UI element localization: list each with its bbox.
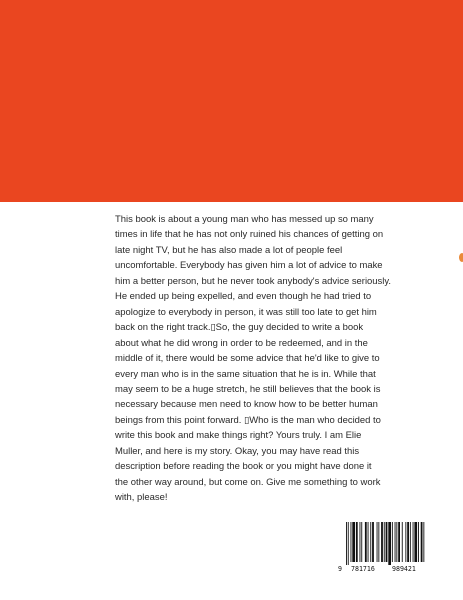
- barcode-bar: [405, 522, 406, 562]
- barcode-bar: [414, 522, 417, 562]
- barcode-bar: [372, 522, 374, 562]
- description-line: may seem to be a huge stretch, he still believes that the book is: [115, 383, 381, 395]
- barcode-bar: [378, 522, 379, 562]
- cover-color-band: [0, 0, 463, 202]
- description-line: late night TV, but he has also made a lot of people feel: [115, 244, 343, 256]
- description-line: back on the right track.▯So, the guy decided to write a book: [115, 322, 364, 334]
- description-line: the other way around, but come on. Give me something to work: [115, 476, 381, 488]
- description-line: every man who is in the same situation that he is in. While that: [115, 368, 376, 380]
- barcode-bar: [377, 522, 378, 562]
- barcode-bar: [370, 522, 371, 562]
- isbn-left-group: 781716: [351, 565, 375, 573]
- barcode-bar: [351, 522, 352, 562]
- isbn-barcode: [336, 519, 429, 588]
- edge-mark: [459, 253, 463, 262]
- barcode-bar: [368, 522, 369, 562]
- barcode-bar: [423, 522, 424, 562]
- description-line: times in life that he has not only ruined his chances of getting on: [115, 229, 384, 241]
- description-line: necessary because men need to know how to be better human: [115, 399, 378, 411]
- barcode-bar: [352, 522, 355, 562]
- description-line: him a better person, but he never took anybody's advice seriously.: [115, 275, 391, 287]
- barcode-bar: [381, 522, 383, 562]
- barcode-bar: [386, 522, 388, 562]
- barcode-bar: [396, 522, 397, 562]
- description-line: about what he did wrong in order to be redeemed, and in the: [115, 337, 368, 349]
- description-line: with, please!: [115, 492, 168, 504]
- barcode-bar: [346, 522, 347, 565]
- description-line: middle of it, there would be some advice that he'd like to give to: [115, 353, 380, 365]
- barcode-bar: [410, 522, 411, 562]
- barcode-bar: [388, 522, 391, 565]
- barcode-bar: [421, 522, 423, 562]
- barcode-bar: [413, 522, 414, 562]
- barcode-bar: [392, 522, 393, 562]
- barcode-bar: [365, 522, 367, 562]
- description-line: Muller, and here is my story. Okay, you may have read this: [115, 445, 360, 457]
- barcode-bar: [360, 522, 361, 562]
- description-line: This book is about a young man who has messed up so many: [115, 214, 374, 225]
- book-description: [115, 212, 455, 506]
- description-line: beings from this point forward. ▯Who is the man who decided to: [115, 414, 381, 426]
- isbn-right-group: 989421: [392, 565, 416, 573]
- barcode-bar: [395, 522, 396, 562]
- isbn-first-digit: 9: [338, 565, 342, 573]
- barcode-bar: [384, 522, 385, 562]
- description-line: apologize to everybody in person, it was still too late to get him: [115, 306, 377, 318]
- description-line: write this book and make things right? Yours truly. I am Elie: [115, 430, 362, 442]
- barcode-bar: [356, 522, 358, 562]
- barcode-bars: [340, 522, 425, 565]
- barcode-bar: [402, 522, 403, 562]
- description-line: He ended up being expelled, and even though he had tried to: [115, 291, 372, 303]
- barcode-bar: [407, 522, 409, 562]
- barcode-bar: [418, 522, 419, 562]
- barcode-bar: [361, 522, 362, 562]
- description-line: description before reading the book or you might have done it: [115, 461, 372, 473]
- barcode-bar: [348, 522, 349, 565]
- description-line: uncomfortable. Everybody has given him a lot of advice to make: [115, 260, 383, 272]
- barcode-bar: [398, 522, 400, 562]
